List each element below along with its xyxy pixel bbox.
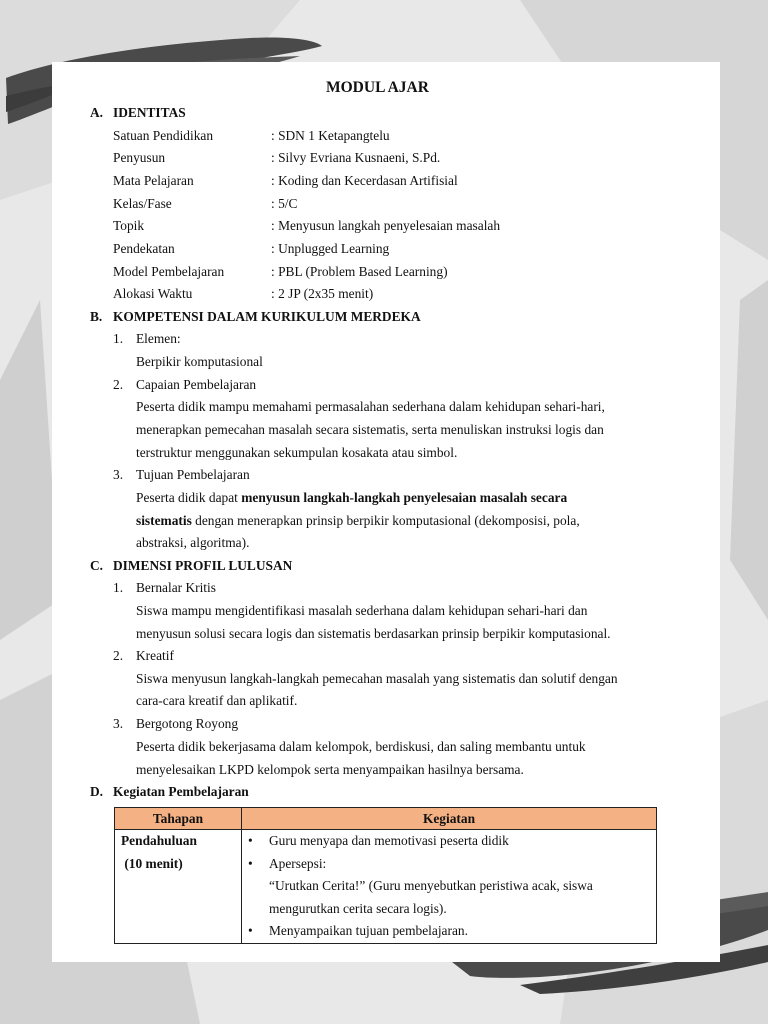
section-c-heading: DIMENSI PROFIL LULUSAN [113, 558, 293, 573]
bullet-icon: • [248, 833, 253, 848]
section-d-letter: D. [90, 784, 104, 799]
list-item-title: Capaian Pembelajaran [136, 377, 257, 392]
table-header-tahapan: Tahapan [115, 808, 242, 830]
list-item-body [136, 489, 567, 507]
identity-label: Topik [113, 218, 145, 233]
tujuan-emphasis: sistematis [136, 513, 192, 528]
tujuan-text: dengan menerapkan prinsip berpikir komputasional (dekomposisi, pola, [191, 513, 580, 528]
kegiatan-text: Guru menyapa dan memotivasi peserta didik [269, 833, 509, 848]
kegiatan-text: mengurutkan cerita secara logis). [269, 900, 447, 916]
identity-label: Alokasi Waktu [113, 286, 193, 301]
list-item-title: Bergotong Royong [136, 716, 239, 731]
list-item-continuation [242, 898, 656, 921]
section-a-letter: A. [90, 105, 104, 120]
list-item-body: Berpikir komputasional [136, 354, 263, 369]
identity-label: Satuan Pendidikan [113, 128, 214, 143]
list-item [242, 920, 656, 943]
kegiatan-table [114, 807, 657, 944]
list-item-body: menyelesaikan LKPD kelompok serta menyampaikan hasilnya bersama. [136, 762, 524, 777]
identity-value: : 2 JP (2x35 menit) [271, 286, 374, 301]
section-c-letter: C. [90, 558, 104, 573]
identity-value: : 5/C [271, 196, 298, 211]
tujuan-text: Peserta didik dapat [136, 490, 242, 505]
list-item [242, 830, 656, 853]
list-number: 2. [113, 648, 124, 663]
identity-value: : PBL (Problem Based Learning) [271, 264, 448, 279]
section-b-heading: KOMPETENSI DALAM KURIKULUM MERDEKA [113, 309, 421, 324]
tahapan-cell [115, 830, 242, 944]
list-number: 3. [113, 716, 124, 731]
identity-label: Model Pembelajaran [113, 264, 225, 279]
list-item-body [136, 512, 580, 530]
tahapan-duration: (10 menit) [121, 855, 183, 871]
list-item-body: terstruktur menggunakan sekumpulan kosakata atau simbol. [136, 445, 458, 460]
identity-label: Pendekatan [113, 241, 175, 256]
list-item-body: menyusun solusi secara logis dan sistematis berdasarkan prinsip berpikir komputasional. [136, 626, 611, 641]
kegiatan-text: Apersepsi: [269, 855, 327, 871]
kegiatan-text: “Urutkan Cerita!” (Guru menyebutkan peristiwa acak, siswa [269, 878, 593, 894]
list-item-title: Kreatif [136, 648, 174, 663]
list-item [242, 853, 656, 876]
identity-value: : Unplugged Learning [271, 241, 390, 256]
identity-value: : Silvy Evriana Kusnaeni, S.Pd. [271, 150, 441, 165]
list-item-continuation [242, 875, 656, 898]
list-item-title: Elemen: [136, 331, 181, 346]
list-number: 3. [113, 467, 124, 482]
identity-value: : Menyusun langkah penyelesaian masalah [271, 218, 501, 233]
kegiatan-cell [242, 830, 657, 944]
kegiatan-text: Menyampaikan tujuan pembelajaran. [269, 923, 468, 939]
list-item-body: abstraksi, algoritma). [136, 535, 250, 550]
identity-value: : SDN 1 Ketapangtelu [271, 128, 390, 143]
document-title: MODUL AJAR [326, 79, 429, 96]
table-header-row [115, 808, 657, 830]
bullet-icon: • [248, 855, 253, 871]
tujuan-emphasis: menyusun langkah-langkah penyelesaian masalah secara [241, 490, 568, 505]
identity-label: Mata Pelajaran [113, 173, 194, 188]
bullet-icon: • [248, 923, 253, 939]
list-item-body: menerapkan pemecahan masalah secara sistematis, serta menuliskan instruksi logis dan [136, 422, 604, 437]
table-header-kegiatan: Kegiatan [242, 808, 657, 830]
identity-label: Penyusun [113, 150, 166, 165]
list-item-body: Siswa menyusun langkah-langkah pemecahan masalah yang sistematis dan solutif dengan [136, 671, 618, 686]
list-item-body: Peserta didik mampu memahami permasalahan sederhana dalam kehidupan sehari-hari, [136, 399, 605, 414]
list-number: 1. [113, 331, 124, 346]
list-number: 1. [113, 580, 124, 595]
section-a-heading: IDENTITAS [113, 105, 186, 120]
list-item-body: Siswa mampu mengidentifikasi masalah sederhana dalam kehidupan sehari-hari dan [136, 603, 588, 618]
list-number: 2. [113, 377, 124, 392]
document-page [52, 62, 720, 962]
list-item-title: Tujuan Pembelajaran [136, 467, 250, 482]
list-item-title: Bernalar Kritis [136, 580, 216, 595]
list-item-body: Peserta didik bekerjasama dalam kelompok, berdiskusi, dan saling membantu untuk [136, 739, 586, 754]
identity-label: Kelas/Fase [113, 196, 172, 211]
identity-value: : Koding dan Kecerdasan Artifisial [271, 173, 458, 188]
table-row [115, 830, 657, 944]
list-item-body: cara-cara kreatif dan aplikatif. [136, 693, 298, 708]
section-d-heading: Kegiatan Pembelajaran [113, 784, 249, 799]
tahapan-name: Pendahuluan [121, 833, 197, 848]
section-b-letter: B. [90, 309, 103, 324]
